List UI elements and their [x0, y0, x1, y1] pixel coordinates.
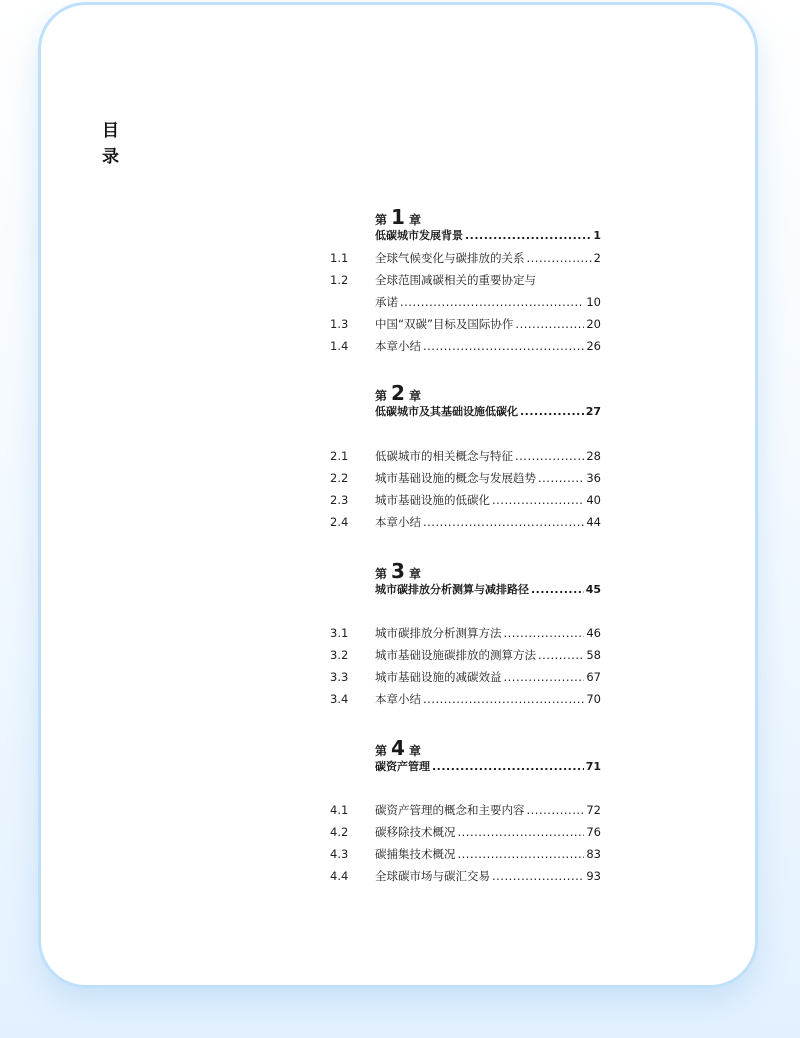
chapter-label [375, 382, 601, 404]
page-number: 28 [586, 449, 601, 463]
toc-entry-4-2[interactable] [330, 824, 600, 842]
chapter-label [375, 737, 601, 759]
chapter-prefix: 第 [375, 213, 388, 227]
chapter-number: 2 [391, 381, 405, 405]
dot-leader [515, 448, 584, 464]
section-title: 全球范围减碳相关的重要协定与 [375, 273, 536, 287]
dot-leader [538, 470, 584, 486]
toc-entry-3-1[interactable] [330, 625, 600, 643]
chapter-title: 低碳城市及其基础设施低碳化 [375, 405, 518, 418]
section-title: 全球碳市场与碳汇交易 [375, 869, 490, 883]
page-number: 40 [586, 493, 601, 507]
dot-leader [423, 338, 584, 354]
page-number: 26 [586, 339, 601, 353]
section-title: 城市基础设施的低碳化 [375, 493, 490, 507]
section-number: 2.1 [330, 449, 349, 463]
dot-leader [492, 492, 584, 508]
chapter-label [375, 206, 601, 228]
toc-entry-2-4[interactable] [330, 514, 600, 532]
chapter-number: 4 [391, 736, 405, 760]
dot-leader [531, 582, 584, 598]
chapter-prefix: 第 [375, 389, 388, 403]
page-number: 2 [593, 251, 601, 265]
toc-entry-1-3[interactable] [330, 316, 600, 334]
section-number: 3.4 [330, 692, 349, 706]
toc-entry-3-3[interactable] [330, 669, 600, 687]
toc-entry-3-2[interactable] [330, 647, 600, 665]
chapter-title: 碳资产管理 [375, 760, 430, 773]
dot-leader [432, 759, 584, 775]
section-title: 全球气候变化与碳排放的关系 [375, 251, 525, 265]
dot-leader [520, 404, 584, 420]
page-number: 67 [586, 670, 601, 684]
dot-leader [458, 824, 585, 840]
chapter-2-heading[interactable] [375, 382, 601, 420]
page-number: 71 [585, 760, 601, 773]
toc-entry-4-1[interactable] [330, 802, 600, 820]
section-number: 3.2 [330, 648, 349, 662]
chapter-number: 1 [391, 205, 405, 229]
dot-leader [515, 316, 584, 332]
chapter-title: 城市碳排放分析测算与减排路径 [375, 583, 529, 596]
section-title: 城市基础设施的减碳效益 [375, 670, 502, 684]
chapter-prefix: 第 [375, 567, 388, 581]
toc-entry-4-3[interactable] [330, 846, 600, 864]
dot-leader [504, 669, 585, 685]
section-number: 1.4 [330, 339, 349, 353]
toc-entry-3-4[interactable] [330, 691, 600, 709]
chapter-suffix: 章 [408, 389, 421, 403]
chapter-prefix: 第 [375, 744, 388, 758]
page-number: 76 [586, 825, 601, 839]
page-number: 1 [593, 229, 601, 242]
page-number: 46 [586, 626, 601, 640]
section-title: 本章小结 [375, 692, 421, 706]
chapter-1-heading[interactable] [375, 206, 601, 244]
section-number: 3.3 [330, 670, 349, 684]
dot-leader [400, 294, 584, 310]
section-number: 4.1 [330, 803, 349, 817]
page-number: 44 [586, 515, 601, 529]
section-title: 城市基础设施碳排放的测算方法 [375, 648, 536, 662]
section-number: 2.3 [330, 493, 349, 507]
toc-entry-1-4[interactable] [330, 338, 600, 356]
page-number: 20 [586, 317, 601, 331]
toc-entry-1-2[interactable] [330, 272, 600, 290]
section-number: 3.1 [330, 626, 349, 640]
dot-leader [465, 228, 591, 244]
dot-leader [538, 647, 584, 663]
toc-entry-2-2[interactable] [330, 470, 600, 488]
chapter-suffix: 章 [408, 567, 421, 581]
section-number: 1.2 [330, 273, 349, 287]
dot-leader [527, 802, 585, 818]
chapter-title-line [375, 582, 601, 598]
section-title: 中国“双碳”目标及国际协作 [375, 317, 514, 331]
toc-entry-1-1[interactable] [330, 250, 600, 268]
dot-leader [492, 868, 584, 884]
section-title: 城市碳排放分析测算方法 [375, 626, 502, 640]
section-title: 低碳城市的相关概念与特征 [375, 449, 513, 463]
chapter-3-heading[interactable] [375, 560, 601, 598]
dot-leader [458, 846, 585, 862]
dot-leader [423, 514, 584, 530]
section-number: 1.1 [330, 251, 349, 265]
section-number: 1.3 [330, 317, 349, 331]
page-number: 58 [586, 648, 601, 662]
chapter-title-line [375, 228, 601, 244]
section-number: 2.4 [330, 515, 349, 529]
page-number: 72 [586, 803, 601, 817]
section-title: 碳捕集技术概况 [375, 847, 456, 861]
chapter-number: 3 [391, 559, 405, 583]
section-number: 4.2 [330, 825, 349, 839]
page-number: 36 [586, 471, 601, 485]
section-title-continued: 承诺 [375, 295, 398, 309]
section-title: 城市基础设施的概念与发展趋势 [375, 471, 536, 485]
section-title: 碳资产管理的概念和主要内容 [375, 803, 525, 817]
dot-leader [504, 625, 585, 641]
dot-leader [527, 250, 592, 266]
chapter-suffix: 章 [408, 744, 421, 758]
section-title: 本章小结 [375, 515, 421, 529]
page-number: 45 [585, 583, 601, 596]
section-title: 本章小结 [375, 339, 421, 353]
page-number: 93 [586, 869, 601, 883]
page-number: 10 [586, 295, 601, 309]
toc-entry-2-1[interactable] [330, 448, 600, 466]
chapter-label [375, 560, 601, 582]
chapter-title: 低碳城市发展背景 [375, 229, 463, 242]
section-number: 4.4 [330, 869, 349, 883]
page-number: 83 [586, 847, 601, 861]
toc-entry-4-4[interactable] [330, 868, 600, 886]
chapter-title-line [375, 404, 601, 420]
section-number: 4.3 [330, 847, 349, 861]
toc-entry-1-2-cont[interactable] [330, 294, 600, 312]
chapter-suffix: 章 [408, 213, 421, 227]
section-number: 2.2 [330, 471, 349, 485]
chapter-4-heading[interactable] [375, 737, 601, 775]
toc-title: 目录 [102, 121, 119, 167]
page-number: 27 [585, 405, 601, 418]
chapter-title-line [375, 759, 601, 775]
toc-entry-2-3[interactable] [330, 492, 600, 510]
dot-leader [423, 691, 584, 707]
section-title: 碳移除技术概况 [375, 825, 456, 839]
page-number: 70 [586, 692, 601, 706]
